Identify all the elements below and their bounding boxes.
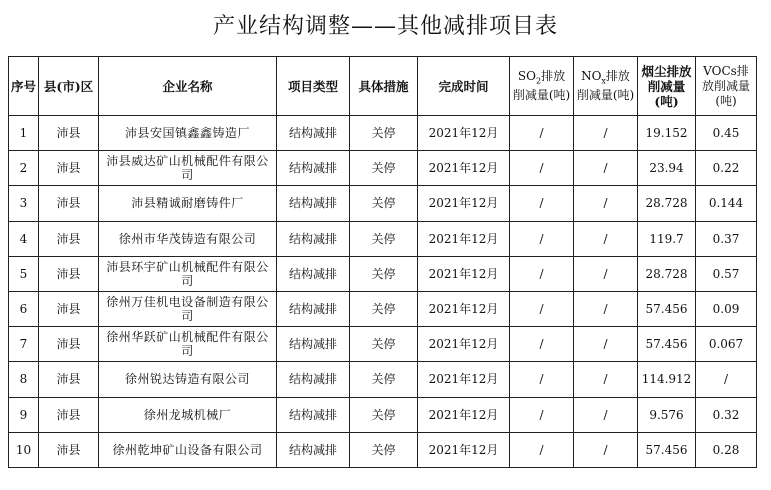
cell-time: 2021年12月 xyxy=(418,327,510,362)
cell-type: 结构减排 xyxy=(277,256,350,291)
cell-so2: / xyxy=(510,291,574,326)
cell-county: 沛县 xyxy=(39,327,99,362)
cell-type: 结构减排 xyxy=(277,327,350,362)
cell-measure: 关停 xyxy=(350,291,418,326)
cell-measure: 关停 xyxy=(350,432,418,467)
nox-subscript: x xyxy=(601,76,606,86)
cell-dust: 19.152 xyxy=(638,116,696,151)
nox-label-rest: 排放削减量(吨) xyxy=(576,68,635,103)
cell-dust: 57.456 xyxy=(638,291,696,326)
cell-company: 沛县威达矿山机械配件有限公司 xyxy=(99,151,277,186)
cell-time: 2021年12月 xyxy=(418,116,510,151)
cell-no: 6 xyxy=(9,291,39,326)
cell-time: 2021年12月 xyxy=(418,432,510,467)
cell-time: 2021年12月 xyxy=(418,256,510,291)
cell-no: 5 xyxy=(9,256,39,291)
header-nox xyxy=(574,57,638,116)
cell-county: 沛县 xyxy=(39,291,99,326)
cell-county: 沛县 xyxy=(39,221,99,256)
cell-type: 结构减排 xyxy=(277,186,350,221)
cell-nox: / xyxy=(574,221,638,256)
cell-no: 8 xyxy=(9,362,39,397)
cell-vocs: 0.32 xyxy=(696,397,757,432)
cell-vocs: 0.144 xyxy=(696,186,757,221)
cell-county: 沛县 xyxy=(39,116,99,151)
cell-so2: / xyxy=(510,397,574,432)
cell-dust: 119.7 xyxy=(638,221,696,256)
cell-nox: / xyxy=(574,397,638,432)
cell-type: 结构减排 xyxy=(277,221,350,256)
cell-measure: 关停 xyxy=(350,327,418,362)
cell-county: 沛县 xyxy=(39,186,99,221)
cell-dust: 28.728 xyxy=(638,256,696,291)
cell-company: 徐州万佳机电设备制造有限公司 xyxy=(99,291,277,326)
cell-type: 结构减排 xyxy=(277,432,350,467)
cell-company: 徐州市华茂铸造有限公司 xyxy=(99,221,277,256)
cell-vocs: 0.067 xyxy=(696,327,757,362)
cell-dust: 57.456 xyxy=(638,432,696,467)
cell-company: 徐州龙城机械厂 xyxy=(99,397,277,432)
cell-nox: / xyxy=(574,116,638,151)
cell-no: 4 xyxy=(9,221,39,256)
cell-vocs: 0.28 xyxy=(696,432,757,467)
cell-no: 7 xyxy=(9,327,39,362)
table-row xyxy=(9,116,757,151)
so2-label-rest: 排放削减量(吨) xyxy=(512,68,571,103)
table-row xyxy=(9,186,757,221)
table-row xyxy=(9,432,757,467)
cell-dust: 57.456 xyxy=(638,327,696,362)
cell-nox: / xyxy=(574,432,638,467)
cell-no: 3 xyxy=(9,186,39,221)
cell-time: 2021年12月 xyxy=(418,397,510,432)
table-row xyxy=(9,327,757,362)
cell-vocs: 0.45 xyxy=(696,116,757,151)
cell-type: 结构减排 xyxy=(277,397,350,432)
cell-time: 2021年12月 xyxy=(418,291,510,326)
header-county: 县(市)区 xyxy=(39,57,99,116)
cell-no: 1 xyxy=(9,116,39,151)
cell-measure: 关停 xyxy=(350,186,418,221)
cell-so2: / xyxy=(510,432,574,467)
cell-dust: 28.728 xyxy=(638,186,696,221)
cell-company: 沛县安国镇鑫鑫铸造厂 xyxy=(99,116,277,151)
cell-so2: / xyxy=(510,186,574,221)
cell-county: 沛县 xyxy=(39,151,99,186)
table-row xyxy=(9,221,757,256)
cell-nox: / xyxy=(574,362,638,397)
table-row xyxy=(9,397,757,432)
cell-so2: / xyxy=(510,327,574,362)
page-title: 产业结构调整——其他减排项目表 xyxy=(212,14,558,39)
cell-company: 徐州华跃矿山机械配件有限公司 xyxy=(99,327,277,362)
cell-so2: / xyxy=(510,221,574,256)
cell-time: 2021年12月 xyxy=(418,221,510,256)
header-time: 完成时间 xyxy=(418,57,510,116)
cell-measure: 关停 xyxy=(350,256,418,291)
cell-so2: / xyxy=(510,256,574,291)
cell-type: 结构减排 xyxy=(277,116,350,151)
cell-so2: / xyxy=(510,116,574,151)
cell-dust: 114.912 xyxy=(638,362,696,397)
table-row xyxy=(9,362,757,397)
cell-vocs: 0.37 xyxy=(696,221,757,256)
cell-time: 2021年12月 xyxy=(418,186,510,221)
header-measure: 具体措施 xyxy=(350,57,418,116)
cell-dust: 9.576 xyxy=(638,397,696,432)
cell-vocs: 0.09 xyxy=(696,291,757,326)
cell-type: 结构减排 xyxy=(277,362,350,397)
cell-measure: 关停 xyxy=(350,362,418,397)
header-company: 企业名称 xyxy=(99,57,277,116)
cell-vocs: 0.22 xyxy=(696,151,757,186)
cell-county: 沛县 xyxy=(39,362,99,397)
cell-no: 2 xyxy=(9,151,39,186)
cell-company: 沛县精诚耐磨铸件厂 xyxy=(99,186,277,221)
cell-measure: 关停 xyxy=(350,397,418,432)
cell-county: 沛县 xyxy=(39,397,99,432)
emission-reduction-table xyxy=(8,56,757,468)
cell-county: 沛县 xyxy=(39,432,99,467)
so2-subscript: 2 xyxy=(535,76,542,86)
cell-nox: / xyxy=(574,327,638,362)
cell-company: 徐州乾坤矿山设备有限公司 xyxy=(99,432,277,467)
nox-label: NO xyxy=(581,68,602,83)
header-dust: 烟尘排放削减量(吨) xyxy=(638,57,696,116)
cell-dust: 23.94 xyxy=(638,151,696,186)
header-row xyxy=(9,57,757,116)
cell-time: 2021年12月 xyxy=(418,362,510,397)
table-row xyxy=(9,151,757,186)
cell-measure: 关停 xyxy=(350,151,418,186)
cell-type: 结构减排 xyxy=(277,291,350,326)
cell-so2: / xyxy=(510,362,574,397)
cell-measure: 关停 xyxy=(350,116,418,151)
cell-no: 9 xyxy=(9,397,39,432)
cell-nox: / xyxy=(574,291,638,326)
cell-measure: 关停 xyxy=(350,221,418,256)
cell-so2: / xyxy=(510,151,574,186)
cell-type: 结构减排 xyxy=(277,151,350,186)
cell-nox: / xyxy=(574,151,638,186)
cell-time: 2021年12月 xyxy=(418,151,510,186)
cell-vocs: 0.57 xyxy=(696,256,757,291)
cell-nox: / xyxy=(574,186,638,221)
header-no: 序号 xyxy=(9,57,39,116)
cell-no: 10 xyxy=(9,432,39,467)
cell-county: 沛县 xyxy=(39,256,99,291)
table-row xyxy=(9,291,757,326)
so2-label: SO xyxy=(517,68,536,83)
cell-company: 沛县环宇矿山机械配件有限公司 xyxy=(99,256,277,291)
header-so2 xyxy=(510,57,574,116)
cell-company: 徐州锐达铸造有限公司 xyxy=(99,362,277,397)
table-row xyxy=(9,256,757,291)
cell-vocs: / xyxy=(696,362,757,397)
header-type: 项目类型 xyxy=(277,57,350,116)
cell-nox: / xyxy=(574,256,638,291)
header-vocs: VOCs排放削减量(吨) xyxy=(696,57,757,116)
